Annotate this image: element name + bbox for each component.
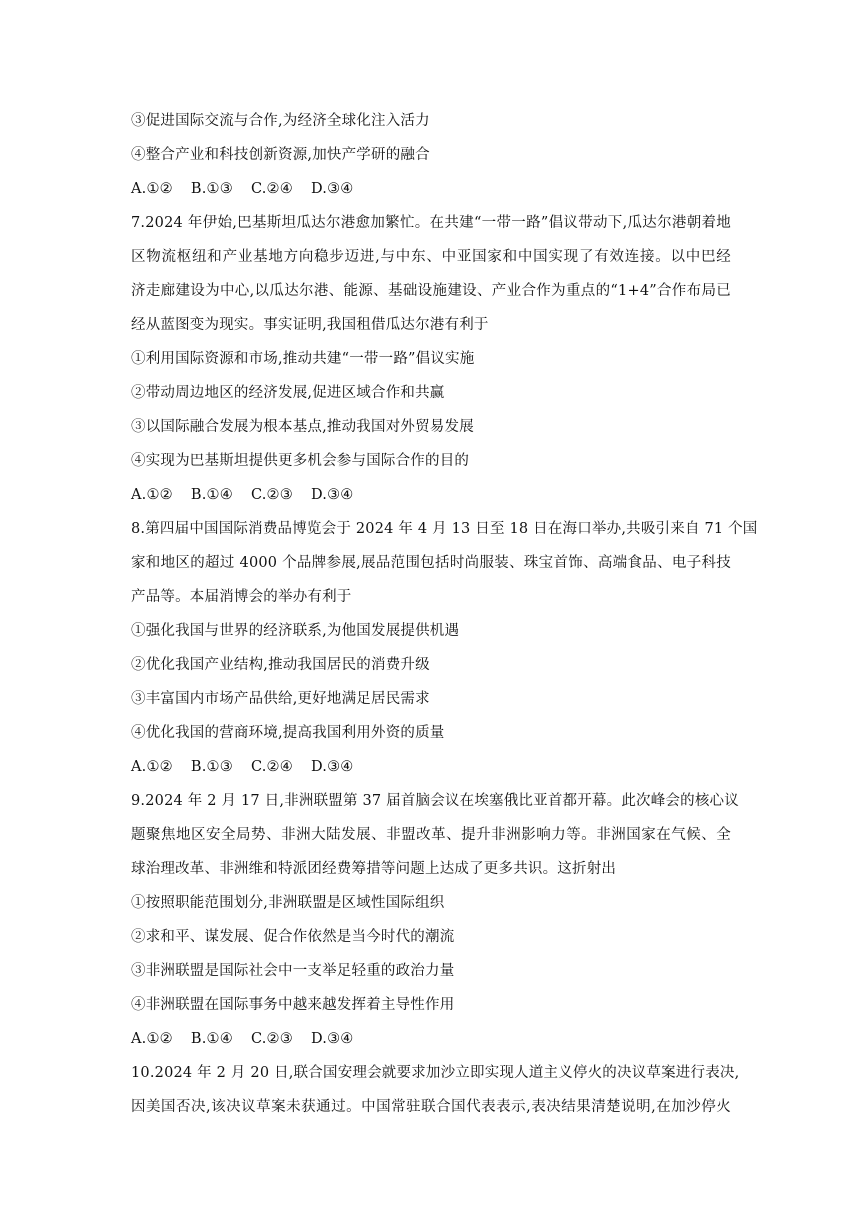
choice-a: A.①② (131, 181, 173, 197)
option-line: ①利用国际资源和市场,推动共建“一带一路”倡议实施 (131, 351, 475, 367)
answer-choices (131, 179, 372, 199)
question-7-stem-line: 区物流枢纽和产业基地方向稳步迈进,与中东、中亚国家和中国实现了有效连接。以中巴经 (131, 249, 731, 265)
option-line: ③非洲联盟是国际社会中一支举足轻重的政治力量 (131, 963, 455, 979)
choice-d: D.③④ (310, 487, 354, 503)
question-10-stem-line: 因美国否决,该决议草案未获通过。中国常驻联合国代表表示,表决结果清楚说明,在加沙停火 (131, 1099, 731, 1115)
option-line: ①强化我国与世界的经济联系,为他国发展提供机遇 (131, 623, 460, 639)
choice-a: A.①② (131, 759, 173, 775)
option-line: ③促进国际交流与合作,为经济全球化注入活力 (131, 113, 430, 129)
answer-choices (131, 1029, 372, 1049)
option-line: ②带动周边地区的经济发展,促进区域合作和共赢 (131, 385, 445, 401)
question-10-stem-line: 10.2024 年 2 月 20 日,联合国安理会就要求加沙立即实现人道主义停火的决议草案进行表决, (131, 1065, 740, 1081)
answer-choices (131, 485, 372, 505)
choice-b: B.①④ (190, 1031, 233, 1047)
option-line: ②求和平、谋发展、促合作依然是当今时代的潮流 (131, 929, 455, 945)
choice-c: C.②③ (250, 487, 293, 503)
choice-d: D.③④ (310, 181, 354, 197)
choice-c: C.②④ (250, 181, 293, 197)
option-line: ④实现为巴基斯坦提供更多机会参与国际合作的目的 (131, 453, 470, 469)
option-line: ②优化我国产业结构,推动我国居民的消费升级 (131, 657, 430, 673)
answer-choices (131, 757, 372, 777)
choice-a: A.①② (131, 487, 173, 503)
choice-c: C.②④ (250, 759, 293, 775)
question-7-stem-line: 7.2024 年伊始,巴基斯坦瓜达尔港愈加繁忙。在共建“一带一路”倡议带动下,瓜达尔港朝着地 (131, 215, 731, 231)
choice-b: B.①④ (190, 487, 233, 503)
choice-c: C.②③ (250, 1031, 293, 1047)
question-9-stem-line: 球治理改革、非洲维和特派团经费筹措等问题上达成了更多共识。这折射出 (131, 861, 617, 877)
question-9-stem-line: 题聚焦地区安全局势、非洲大陆发展、非盟改革、提升非洲影响力等。非洲国家在气候、全 (131, 827, 731, 843)
question-8-stem-line: 家和地区的超过 4000 个品牌参展,展品范围包括时尚服装、珠宝首饰、高端食品、电子科技 (131, 555, 731, 571)
choice-a: A.①② (131, 1031, 173, 1047)
question-9-stem-line: 9.2024 年 2 月 17 日,非洲联盟第 37 届首脑会议在埃塞俄比亚首都开幕。此次峰会的核心议 (131, 793, 739, 809)
choice-b: B.①③ (190, 759, 233, 775)
question-7-stem-line: 经从蓝图变为现实。事实证明,我国租借瓜达尔港有利于 (131, 317, 489, 333)
option-line: ③以国际融合发展为根本基点,推动我国对外贸易发展 (131, 419, 474, 435)
question-8-stem-line: 产品等。本届消博会的举办有利于 (131, 589, 352, 605)
option-line: ④优化我国的营商环境,提高我国利用外资的质量 (131, 725, 445, 741)
choice-b: B.①③ (190, 181, 233, 197)
question-7-stem-line: 济走廊建设为中心,以瓜达尔港、能源、基础设施建设、产业合作为重点的“1+4”合作布局已 (131, 283, 731, 299)
question-8-stem-line: 8.第四届中国国际消费品博览会于 2024 年 4 月 13 日至 18 日在海口举办,共吸引来自 71 个国 (131, 521, 758, 537)
option-line: ③丰富国内市场产品供给,更好地满足居民需求 (131, 691, 430, 707)
choice-d: D.③④ (310, 1031, 354, 1047)
option-line: ④非洲联盟在国际事务中越来越发挥着主导性作用 (131, 997, 455, 1013)
choice-d: D.③④ (310, 759, 354, 775)
option-line: ④整合产业和科技创新资源,加快产学研的融合 (131, 147, 430, 163)
option-line: ①按照职能范围划分,非洲联盟是区域性国际组织 (131, 895, 445, 911)
